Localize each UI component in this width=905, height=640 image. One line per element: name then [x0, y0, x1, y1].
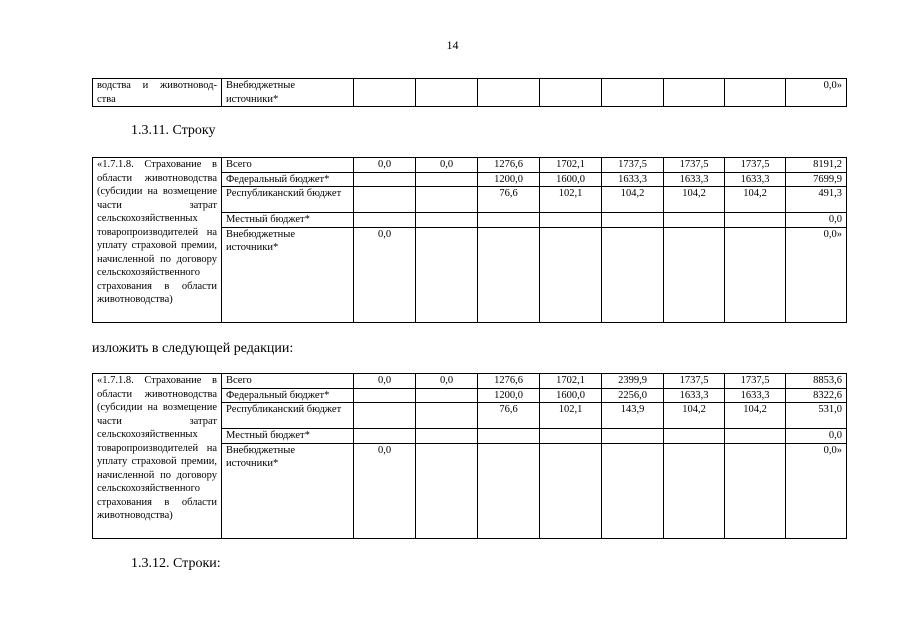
value-cell	[416, 213, 478, 228]
value-cell: 0,0	[416, 158, 478, 173]
value-cell: 104,2	[725, 187, 786, 213]
value-cell: 1702,1	[540, 374, 602, 389]
value-cell: 0,0	[354, 227, 416, 322]
value-cell: 1633,3	[664, 172, 725, 187]
value-cell	[416, 227, 478, 322]
old-version-table	[92, 157, 847, 323]
value-cell	[540, 227, 602, 322]
funding-source: Всего	[222, 158, 354, 173]
value-cell: 0,0	[354, 158, 416, 173]
paragraph-1311: 1.3.11. Строку	[131, 123, 216, 138]
measure-description: «1.7.1.8. Страхование в области животноводства (субсидии на возмещение части затрат сельскохозяйственных товаропроизводителей на уплату страховой премии, начисленной по договору сельскохозяйственного страхования в области животноводства)	[93, 374, 222, 539]
value-cell	[354, 172, 416, 187]
value-cell: 0,0	[354, 374, 416, 389]
value-cell: 1737,5	[725, 158, 786, 173]
total-cell: 0,0»	[786, 79, 847, 107]
paragraph-new-edition: изложить в следующей редакции:	[92, 341, 294, 356]
funding-source: Всего	[222, 374, 354, 389]
value-cell	[602, 79, 664, 107]
value-cell	[354, 187, 416, 213]
value-cell	[354, 79, 416, 107]
value-cell: 104,2	[602, 187, 664, 213]
value-cell: 104,2	[664, 403, 725, 429]
total-cell: 0,0»	[786, 227, 847, 322]
measure-description: «1.7.1.8. Страхование в области животноводства (субсидии на возмещение части затрат сельскохозяйственных товаропроизводителей на уплату страховой премии, начисленной по договору сельскохозяйственного страхования в области животноводства)	[93, 158, 222, 323]
value-cell	[478, 443, 540, 538]
table-row	[93, 374, 847, 389]
value-cell	[664, 443, 725, 538]
value-cell: 76,6	[478, 403, 540, 429]
value-cell	[540, 443, 602, 538]
value-cell: 1737,5	[664, 374, 725, 389]
value-cell: 1276,6	[478, 374, 540, 389]
value-cell: 102,1	[540, 403, 602, 429]
total-cell: 8191,2	[786, 158, 847, 173]
value-cell	[416, 429, 478, 444]
value-cell	[725, 79, 786, 107]
value-cell: 2399,9	[602, 374, 664, 389]
total-cell: 0,0	[786, 429, 847, 444]
funding-source: Местный бюджет*	[222, 213, 354, 228]
table-row	[93, 79, 847, 107]
value-cell	[478, 429, 540, 444]
value-cell	[416, 187, 478, 213]
value-cell	[354, 213, 416, 228]
funding-source: Внебюджетные источники*	[222, 443, 354, 538]
value-cell	[725, 227, 786, 322]
paragraph-1312: 1.3.12. Строки:	[131, 556, 221, 571]
new-version-table	[92, 373, 847, 539]
table-row	[93, 158, 847, 173]
value-cell: 1200,0	[478, 388, 540, 403]
value-cell	[354, 429, 416, 444]
value-cell	[478, 213, 540, 228]
value-cell	[416, 443, 478, 538]
measure-description: водства и животновод-ства	[93, 79, 222, 107]
total-cell: 8322,6	[786, 388, 847, 403]
total-cell: 8853,6	[786, 374, 847, 389]
value-cell: 1633,3	[664, 388, 725, 403]
value-cell	[540, 213, 602, 228]
value-cell: 102,1	[540, 187, 602, 213]
funding-source: Внебюджетные источники*	[222, 227, 354, 322]
value-cell	[664, 79, 725, 107]
continued-table	[92, 78, 847, 107]
value-cell: 76,6	[478, 187, 540, 213]
value-cell	[540, 79, 602, 107]
value-cell	[664, 227, 725, 322]
value-cell	[416, 388, 478, 403]
value-cell: 1737,5	[725, 374, 786, 389]
total-cell: 491,3	[786, 187, 847, 213]
value-cell: 1600,0	[540, 388, 602, 403]
value-cell	[354, 388, 416, 403]
value-cell	[664, 213, 725, 228]
funding-source: Внебюджетные источники*	[222, 79, 354, 107]
value-cell	[540, 429, 602, 444]
funding-source: Республиканский бюджет	[222, 403, 354, 429]
total-cell: 0,0»	[786, 443, 847, 538]
value-cell	[478, 79, 540, 107]
value-cell	[416, 79, 478, 107]
total-cell: 0,0	[786, 213, 847, 228]
funding-source: Федеральный бюджет*	[222, 172, 354, 187]
value-cell	[602, 443, 664, 538]
value-cell	[354, 403, 416, 429]
value-cell	[478, 227, 540, 322]
value-cell	[602, 429, 664, 444]
funding-source: Республиканский бюджет	[222, 187, 354, 213]
value-cell: 1200,0	[478, 172, 540, 187]
value-cell: 1737,5	[602, 158, 664, 173]
value-cell	[725, 443, 786, 538]
total-cell: 7699,9	[786, 172, 847, 187]
value-cell	[416, 172, 478, 187]
value-cell: 1633,3	[725, 172, 786, 187]
value-cell: 1276,6	[478, 158, 540, 173]
funding-source: Федеральный бюджет*	[222, 388, 354, 403]
value-cell: 1633,3	[602, 172, 664, 187]
value-cell: 1737,5	[664, 158, 725, 173]
value-cell: 1600,0	[540, 172, 602, 187]
value-cell: 143,9	[602, 403, 664, 429]
value-cell	[725, 429, 786, 444]
funding-source: Местный бюджет*	[222, 429, 354, 444]
value-cell	[416, 403, 478, 429]
value-cell: 104,2	[664, 187, 725, 213]
value-cell	[664, 429, 725, 444]
value-cell: 2256,0	[602, 388, 664, 403]
value-cell	[602, 213, 664, 228]
value-cell: 1702,1	[540, 158, 602, 173]
total-cell: 531,0	[786, 403, 847, 429]
page-number: 14	[446, 38, 459, 52]
value-cell	[725, 213, 786, 228]
value-cell: 0,0	[416, 374, 478, 389]
value-cell	[602, 227, 664, 322]
value-cell: 0,0	[354, 443, 416, 538]
value-cell: 1633,3	[725, 388, 786, 403]
value-cell: 104,2	[725, 403, 786, 429]
